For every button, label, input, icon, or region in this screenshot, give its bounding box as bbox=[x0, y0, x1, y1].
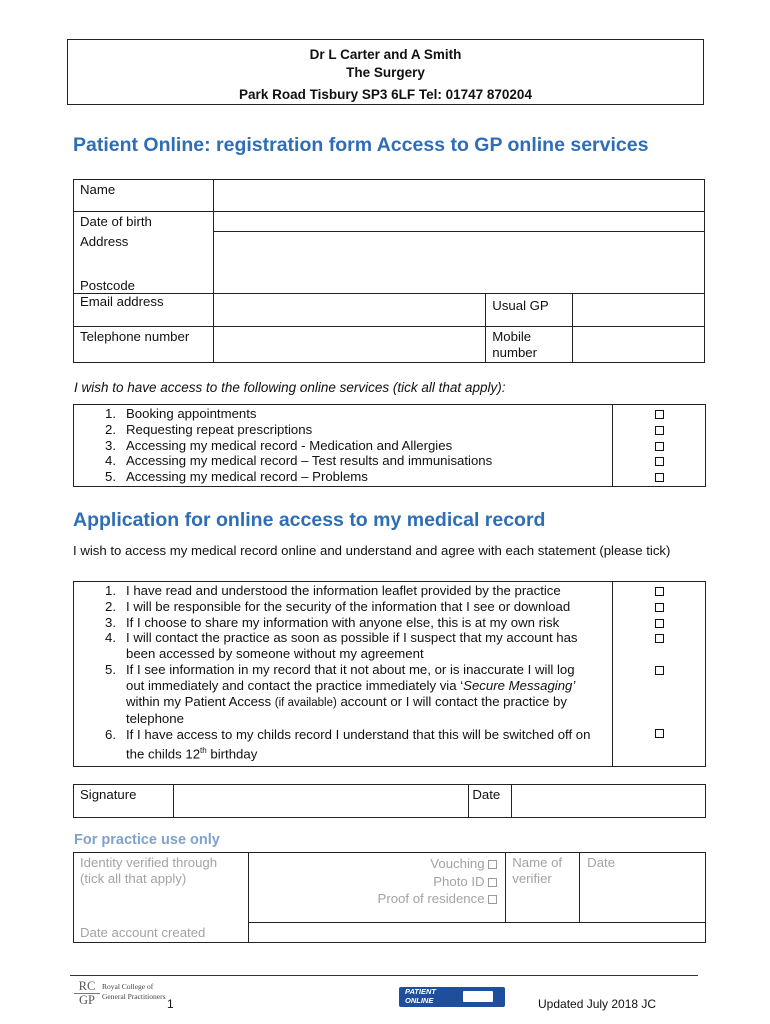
service-item bbox=[74, 453, 612, 469]
statement-item bbox=[74, 662, 612, 727]
statement-text-part: If I see information in my record that it not about me, or is inaccurate I will log out immediately and contact the practice immediately via ‘ bbox=[126, 661, 575, 693]
statement-checkbox-1[interactable] bbox=[655, 587, 664, 596]
date-account-created-field[interactable] bbox=[248, 923, 705, 943]
dob-label: Date of birth bbox=[74, 212, 214, 232]
signature-label: Signature bbox=[74, 785, 174, 818]
telephone-label: Telephone number bbox=[74, 327, 214, 363]
statement-number: 4. bbox=[105, 630, 116, 646]
proof-of-residence-label: Proof of residence bbox=[377, 891, 485, 906]
service-checkbox-problems[interactable] bbox=[655, 473, 664, 482]
statement-text: I will contact the practice as soon as possible if I suspect that my account has been accessed by someone without my agreement bbox=[126, 630, 578, 662]
patient-online-text-line2: ONLINE bbox=[405, 995, 434, 1005]
vouching-option bbox=[255, 855, 498, 873]
mobile-label-line1: Mobile bbox=[492, 329, 532, 344]
statement-item bbox=[74, 599, 612, 615]
service-label: Requesting repeat prescriptions bbox=[126, 421, 313, 437]
doctors-names: Dr L Carter and A Smith bbox=[309, 47, 462, 62]
verifier-label-line2: verifier bbox=[512, 870, 552, 886]
patient-online-text-line1: PATIENT bbox=[405, 987, 436, 996]
services-table bbox=[73, 404, 706, 487]
statement-number: 5. bbox=[105, 661, 116, 677]
date-label: Date bbox=[469, 785, 512, 818]
proof-of-residence-option bbox=[255, 890, 498, 908]
mobile-label-line2: number bbox=[492, 344, 538, 360]
name-label: Name bbox=[74, 180, 214, 212]
rcgp-letters-bottom: GP bbox=[79, 993, 95, 1007]
mobile-field[interactable] bbox=[573, 327, 705, 363]
service-number: 3. bbox=[105, 437, 116, 453]
secure-messaging-text: Secure Messaging’ bbox=[463, 677, 576, 693]
patient-online-logo-text bbox=[405, 988, 436, 1005]
statement-item bbox=[74, 583, 612, 599]
service-label: Accessing my medical record – Problems bbox=[126, 469, 368, 485]
statement-text-part: birthday bbox=[206, 746, 258, 762]
address-label: Address bbox=[74, 232, 214, 278]
application-intro: I wish to access my medical record online and understand and agree with each statement (please tick) bbox=[73, 543, 671, 558]
statements-list-cell bbox=[74, 582, 613, 767]
service-number: 1. bbox=[105, 406, 116, 421]
statement-number: 1. bbox=[105, 583, 116, 598]
service-checkbox-test-results[interactable] bbox=[655, 457, 664, 466]
statement-checkbox-5[interactable] bbox=[655, 666, 664, 675]
statement-number: 2. bbox=[105, 598, 116, 614]
statements-list bbox=[74, 583, 612, 762]
personal-details-table bbox=[73, 179, 705, 363]
usual-gp-label: Usual GP bbox=[486, 294, 573, 327]
services-intro: I wish to have access to the following online services (tick all that apply): bbox=[74, 380, 506, 395]
statement-checkbox-6[interactable] bbox=[655, 729, 664, 738]
practice-use-table bbox=[73, 852, 706, 943]
service-label: Accessing my medical record - Medication and Allergies bbox=[126, 437, 453, 453]
footer-divider bbox=[70, 975, 698, 976]
photo-id-checkbox[interactable] bbox=[488, 878, 497, 887]
service-number: 5. bbox=[105, 469, 116, 485]
photo-id-label: Photo ID bbox=[433, 873, 485, 889]
photo-id-option bbox=[255, 873, 498, 891]
service-number: 4. bbox=[105, 453, 116, 469]
service-checkbox-medication[interactable] bbox=[655, 442, 664, 451]
rcgp-line2: General Practitioners bbox=[102, 992, 166, 1001]
telephone-field[interactable] bbox=[213, 327, 485, 363]
page-title: Patient Online: registration form Access to GP online services bbox=[73, 134, 649, 156]
practice-use-title: For practice use only bbox=[74, 832, 220, 848]
statement-text-part: account or I will contact the practice by telephone bbox=[126, 693, 567, 727]
identity-label-line1: Identity verified through bbox=[80, 855, 218, 870]
patient-online-logo bbox=[399, 987, 505, 1007]
date-account-created-label: Date account created bbox=[74, 923, 249, 943]
application-title: Application for online access to my medical record bbox=[73, 509, 546, 531]
service-checkbox-prescriptions[interactable] bbox=[655, 426, 664, 435]
dob-field[interactable] bbox=[213, 212, 704, 232]
services-list bbox=[74, 406, 612, 485]
statement-checkbox-3[interactable] bbox=[655, 619, 664, 628]
service-item bbox=[74, 469, 612, 485]
identity-label-line2: (tick all that apply) bbox=[80, 870, 187, 886]
statements-checkbox-cell bbox=[613, 582, 706, 767]
page-number: 1 bbox=[167, 997, 174, 1011]
email-field[interactable] bbox=[213, 294, 485, 327]
services-checkbox-cell bbox=[613, 405, 706, 487]
statement-checkbox-2[interactable] bbox=[655, 603, 664, 612]
practice-date-label: Date bbox=[580, 853, 706, 923]
statement-item bbox=[74, 615, 612, 631]
statement-text: If I choose to share my information with anyone else, this is at my own risk bbox=[126, 614, 560, 630]
statement-item bbox=[74, 630, 612, 662]
email-label: Email address bbox=[74, 294, 214, 327]
service-label: Booking appointments bbox=[126, 406, 257, 421]
surgery-header bbox=[67, 39, 704, 105]
updated-date: Updated July 2018 JC bbox=[538, 997, 657, 1011]
statement-number: 6. bbox=[105, 727, 116, 743]
signature-table bbox=[73, 784, 706, 818]
surgery-address: Park Road Tisbury SP3 6LF Tel: 01747 870204 bbox=[239, 87, 532, 102]
identity-options bbox=[248, 853, 506, 923]
mobile-label bbox=[486, 327, 573, 363]
nhs-badge-icon bbox=[463, 991, 493, 1002]
address-field[interactable] bbox=[213, 232, 704, 294]
rcgp-letters-top: RC bbox=[74, 980, 100, 994]
superscript-th: th bbox=[200, 745, 207, 755]
statement-text-part: If I have access to my childs record I understand that this will be switched off on the childs 12 bbox=[126, 727, 591, 762]
service-label: Accessing my medical record – Test results and immunisations bbox=[126, 453, 493, 469]
statement-number: 3. bbox=[105, 614, 116, 630]
signature-field[interactable] bbox=[173, 785, 468, 818]
identity-verified-label bbox=[74, 853, 249, 923]
surgery-name: The Surgery bbox=[346, 65, 425, 80]
verifier-label-line1: Name of bbox=[512, 855, 563, 870]
service-item bbox=[74, 406, 612, 422]
statement-text: I will be responsible for the security of the information that I see or download bbox=[126, 598, 571, 614]
statement-checkbox-4[interactable] bbox=[655, 634, 664, 643]
vouching-checkbox[interactable] bbox=[488, 860, 497, 869]
service-number: 2. bbox=[105, 421, 116, 437]
service-item bbox=[74, 438, 612, 454]
rcgp-logo-text bbox=[102, 982, 166, 1002]
statement-text-part: within my Patient Access bbox=[126, 693, 275, 709]
rcgp-logo-mark bbox=[74, 980, 100, 1008]
name-field[interactable] bbox=[213, 180, 704, 212]
statement-item bbox=[74, 727, 612, 762]
services-list-cell bbox=[74, 405, 613, 487]
statements-table bbox=[73, 581, 706, 767]
usual-gp-field[interactable] bbox=[573, 294, 705, 327]
name-of-verifier-label bbox=[506, 853, 580, 923]
postcode-label: Postcode bbox=[74, 278, 214, 294]
service-checkbox-booking[interactable] bbox=[655, 410, 664, 419]
date-field[interactable] bbox=[512, 785, 706, 818]
service-item bbox=[74, 422, 612, 438]
proof-of-residence-checkbox[interactable] bbox=[488, 895, 497, 904]
rcgp-line1: Royal College of bbox=[102, 982, 154, 991]
statement-text: I have read and understood the information leaflet provided by the practice bbox=[126, 583, 561, 598]
if-available-text: (if available) bbox=[274, 696, 337, 709]
vouching-label: Vouching bbox=[430, 856, 485, 871]
